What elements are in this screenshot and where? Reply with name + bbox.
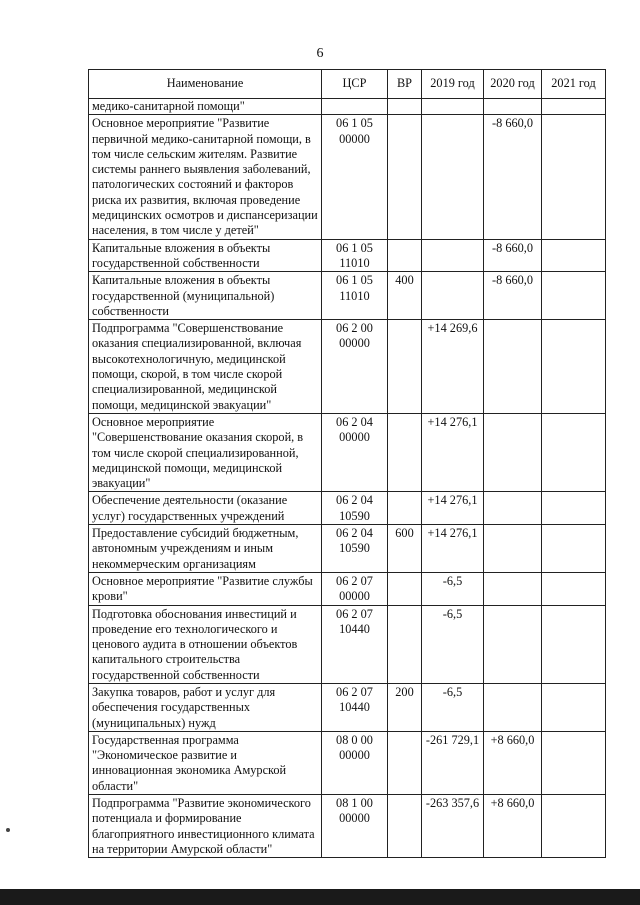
row-csr: 06 1 05 00000 xyxy=(322,115,388,239)
budget-table-container xyxy=(88,69,606,858)
table-row xyxy=(89,413,606,491)
row-csr xyxy=(322,99,388,115)
row-csr: 06 2 07 10440 xyxy=(322,605,388,683)
header-2021: 2021 год xyxy=(542,70,606,99)
row-vr xyxy=(388,605,422,683)
row-2021 xyxy=(542,572,606,605)
row-2020 xyxy=(484,683,542,731)
row-vr xyxy=(388,795,422,858)
row-vr xyxy=(388,413,422,491)
row-name: Закупка товаров, работ и услуг для обеспечения государственных (муниципальных) нужд xyxy=(89,683,322,731)
header-csr: ЦСР xyxy=(322,70,388,99)
row-2021 xyxy=(542,525,606,573)
row-2021 xyxy=(542,492,606,525)
row-2019: -263 357,6 xyxy=(422,795,484,858)
row-2020: -8 660,0 xyxy=(484,272,542,320)
table-row xyxy=(89,239,606,272)
row-2019 xyxy=(422,115,484,239)
page-number: 6 xyxy=(316,46,324,61)
header-2020: 2020 год xyxy=(484,70,542,99)
row-vr xyxy=(388,731,422,794)
row-2020: +8 660,0 xyxy=(484,795,542,858)
row-vr: 200 xyxy=(388,683,422,731)
table-row xyxy=(89,683,606,731)
row-name: Предоставление субсидий бюджетным, автономным учреждениям и иным некоммерческим организациям xyxy=(89,525,322,573)
row-2019 xyxy=(422,99,484,115)
row-2019: +14 276,1 xyxy=(422,525,484,573)
row-csr: 08 0 00 00000 xyxy=(322,731,388,794)
table-row xyxy=(89,731,606,794)
row-2019: -261 729,1 xyxy=(422,731,484,794)
header-vr: ВР xyxy=(388,70,422,99)
row-2021 xyxy=(542,605,606,683)
row-2021 xyxy=(542,272,606,320)
row-vr xyxy=(388,99,422,115)
row-2020 xyxy=(484,320,542,414)
row-vr xyxy=(388,320,422,414)
row-2020: +8 660,0 xyxy=(484,731,542,794)
row-vr xyxy=(388,572,422,605)
row-2020: -8 660,0 xyxy=(484,115,542,239)
row-csr: 06 2 04 10590 xyxy=(322,492,388,525)
row-2021 xyxy=(542,683,606,731)
row-name: медико-санитарной помощи" xyxy=(89,99,322,115)
table-row xyxy=(89,795,606,858)
row-csr: 06 2 04 10590 xyxy=(322,525,388,573)
row-2021 xyxy=(542,731,606,794)
header-name: Наименование xyxy=(89,70,322,99)
row-2020 xyxy=(484,413,542,491)
row-2021 xyxy=(542,795,606,858)
row-2020 xyxy=(484,525,542,573)
row-name: Основное мероприятие "Развитие службы крови" xyxy=(89,572,322,605)
row-vr: 400 xyxy=(388,272,422,320)
row-csr: 06 1 05 11010 xyxy=(322,272,388,320)
row-name: Основное мероприятие "Совершенствование оказания скорой, в том числе скорой специализированной, медицинской помощи, медицинской эвакуации" xyxy=(89,413,322,491)
row-csr: 06 2 00 00000 xyxy=(322,320,388,414)
row-2020: -8 660,0 xyxy=(484,239,542,272)
row-csr: 08 1 00 00000 xyxy=(322,795,388,858)
row-name: Капитальные вложения в объекты государственной (муниципальной) собственности xyxy=(89,272,322,320)
row-csr: 06 2 07 10440 xyxy=(322,683,388,731)
row-vr xyxy=(388,115,422,239)
scan-bottom-edge xyxy=(0,889,640,905)
row-2021 xyxy=(542,413,606,491)
row-name: Капитальные вложения в объекты государственной собственности xyxy=(89,239,322,272)
table-row xyxy=(89,272,606,320)
row-2019: +14 276,1 xyxy=(422,492,484,525)
row-2020 xyxy=(484,99,542,115)
row-2021 xyxy=(542,99,606,115)
row-vr: 600 xyxy=(388,525,422,573)
row-csr: 06 1 05 11010 xyxy=(322,239,388,272)
table-row xyxy=(89,99,606,115)
row-name: Подготовка обоснования инвестиций и проведение его технологического и ценового аудита в отношении объектов капитального строительства государственной собственности xyxy=(89,605,322,683)
row-name: Подпрограмма "Совершенствование оказания специализированной, включая высокотехнологичную, медицинской помощи, скорой, в том числе скорой специализированной, медицинской помощи, медицинской эвакуации" xyxy=(89,320,322,414)
row-name: Обеспечение деятельности (оказание услуг) государственных учреждений xyxy=(89,492,322,525)
table-row xyxy=(89,572,606,605)
row-2019: -6,5 xyxy=(422,605,484,683)
row-name: Государственная программа "Экономическое развитие и инновационная экономика Амурской области" xyxy=(89,731,322,794)
row-vr xyxy=(388,492,422,525)
row-csr: 06 2 04 00000 xyxy=(322,413,388,491)
row-2019 xyxy=(422,239,484,272)
row-2020 xyxy=(484,572,542,605)
row-vr xyxy=(388,239,422,272)
table-row xyxy=(89,525,606,573)
row-name: Подпрограмма "Развитие экономического потенциала и формирование благоприятного инвестиционного климата на территории Амурской области" xyxy=(89,795,322,858)
table-row xyxy=(89,320,606,414)
table-header-row xyxy=(89,70,606,99)
header-2019: 2019 год xyxy=(422,70,484,99)
row-2019 xyxy=(422,272,484,320)
row-name: Основное мероприятие "Развитие первичной медико-санитарной помощи, в том числе сельским жителям. Развитие системы раннего выявления заболеваний, патологических состояний и факторов риска их развития, включая проведение медицинских осмотров и диспансеризации населения, в том числе у детей" xyxy=(89,115,322,239)
row-csr: 06 2 07 00000 xyxy=(322,572,388,605)
row-2019: +14 276,1 xyxy=(422,413,484,491)
table-row xyxy=(89,605,606,683)
row-2021 xyxy=(542,320,606,414)
row-2020 xyxy=(484,492,542,525)
row-2021 xyxy=(542,239,606,272)
row-2019: -6,5 xyxy=(422,683,484,731)
table-row xyxy=(89,115,606,239)
scan-speck xyxy=(6,828,10,832)
budget-table xyxy=(88,69,606,858)
row-2020 xyxy=(484,605,542,683)
row-2021 xyxy=(542,115,606,239)
table-row xyxy=(89,492,606,525)
row-2019: +14 269,6 xyxy=(422,320,484,414)
row-2019: -6,5 xyxy=(422,572,484,605)
